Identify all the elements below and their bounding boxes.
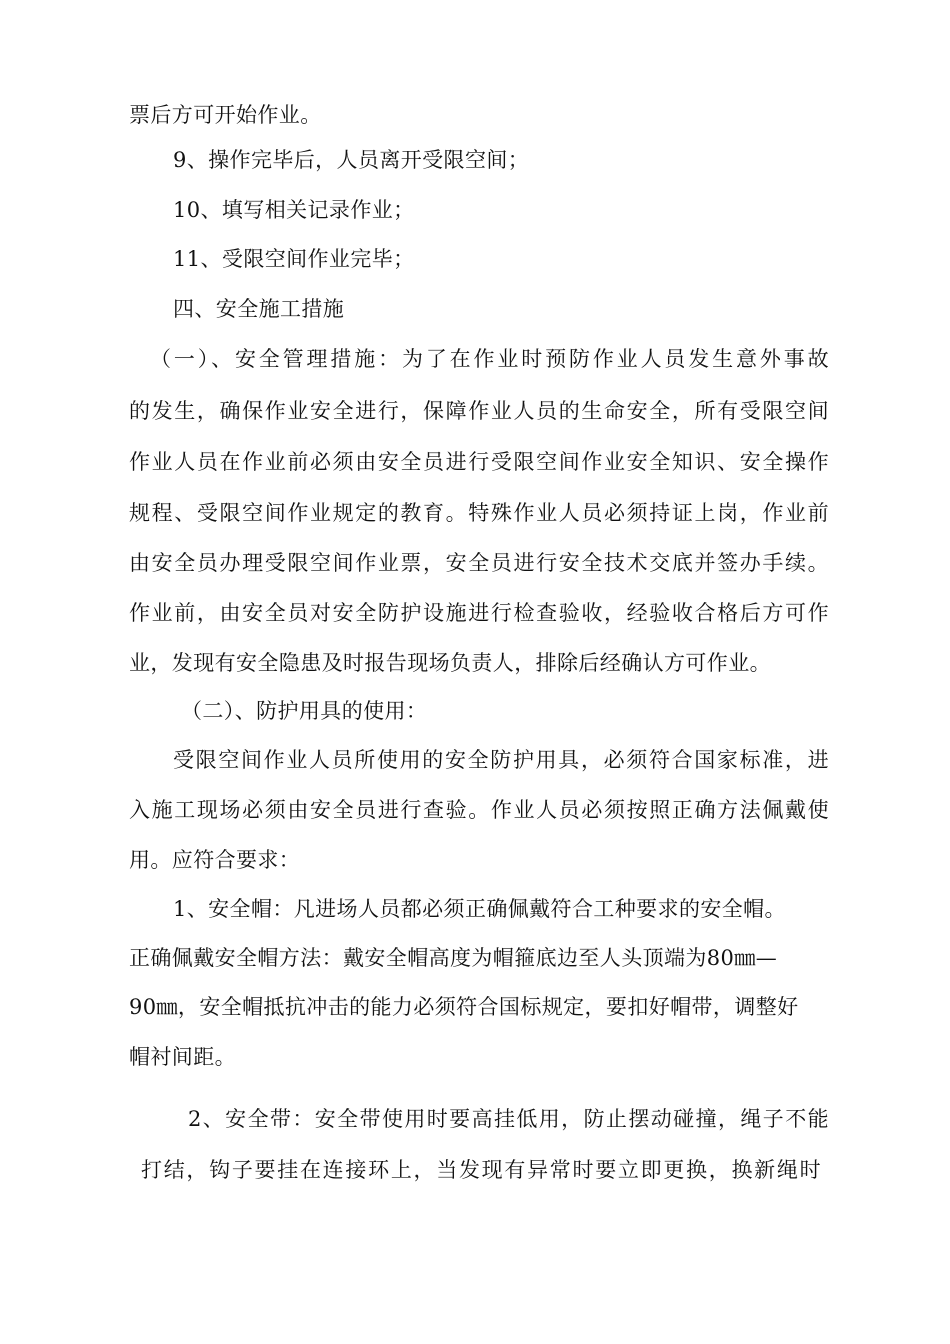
list-item: 10、填写相关记录作业； xyxy=(173,198,415,222)
text-line: （一）、安全管理措施：为了在作业时预防作业人员发生意外事故 xyxy=(150,347,829,371)
text-line: 业，发现有安全隐患及时报告现场负责人，排除后经确认方可作业。 xyxy=(129,651,771,675)
text-line: 票后方可开始作业。 xyxy=(129,103,322,127)
list-item: 9、操作完毕后，人员离开受限空间； xyxy=(173,148,530,172)
text-line: 入施工现场必须由安全员进行查验。作业人员必须按照正确方法佩戴使 xyxy=(129,798,829,822)
text-line: 规程、受限空间作业规定的教育。特殊作业人员必须持证上岗，作业前 xyxy=(129,501,829,525)
subsection-heading: （二）、防护用具的使用： xyxy=(181,699,428,723)
text-line: 由安全员办理受限空间作业票，安全员进行安全技术交底并签办手续。 xyxy=(129,551,829,575)
text-line: 90㎜，安全帽抵抗冲击的能力必须符合国标规定，要扣好帽带，调整好 xyxy=(129,995,799,1019)
text-line: 作业前，由安全员对安全防护设施进行检查验收，经验收合格后方可作 xyxy=(129,601,829,625)
text-line: 用。应符合要求： xyxy=(129,848,301,872)
list-item: 11、受限空间作业完毕； xyxy=(173,247,415,271)
list-item: 1、安全帽：凡进场人员都必须正确佩戴符合工种要求的安全帽。 xyxy=(173,897,786,921)
text-line: 打结，钩子要挂在连接环上，当发现有异常时要立即更换，换新绳时 xyxy=(141,1158,821,1182)
section-heading: 四、安全施工措施 xyxy=(173,297,345,321)
text-line: 的发生，确保作业安全进行，保障作业人员的生命安全，所有受限空间 xyxy=(129,399,829,423)
text-line: 正确佩戴安全帽方法：戴安全帽高度为帽箍底边至人头顶端为80㎜— xyxy=(129,946,778,970)
text-line: 作业人员在作业前必须由安全员进行受限空间作业安全知识、安全操作 xyxy=(129,450,829,474)
text-line: 帽衬间距。 xyxy=(129,1045,236,1069)
text-line: 受限空间作业人员所使用的安全防护用具，必须符合国家标准，进 xyxy=(173,748,829,772)
list-item: 2、安全带：安全带使用时要高挂低用，防止摆动碰撞，绳子不能 xyxy=(188,1107,829,1131)
